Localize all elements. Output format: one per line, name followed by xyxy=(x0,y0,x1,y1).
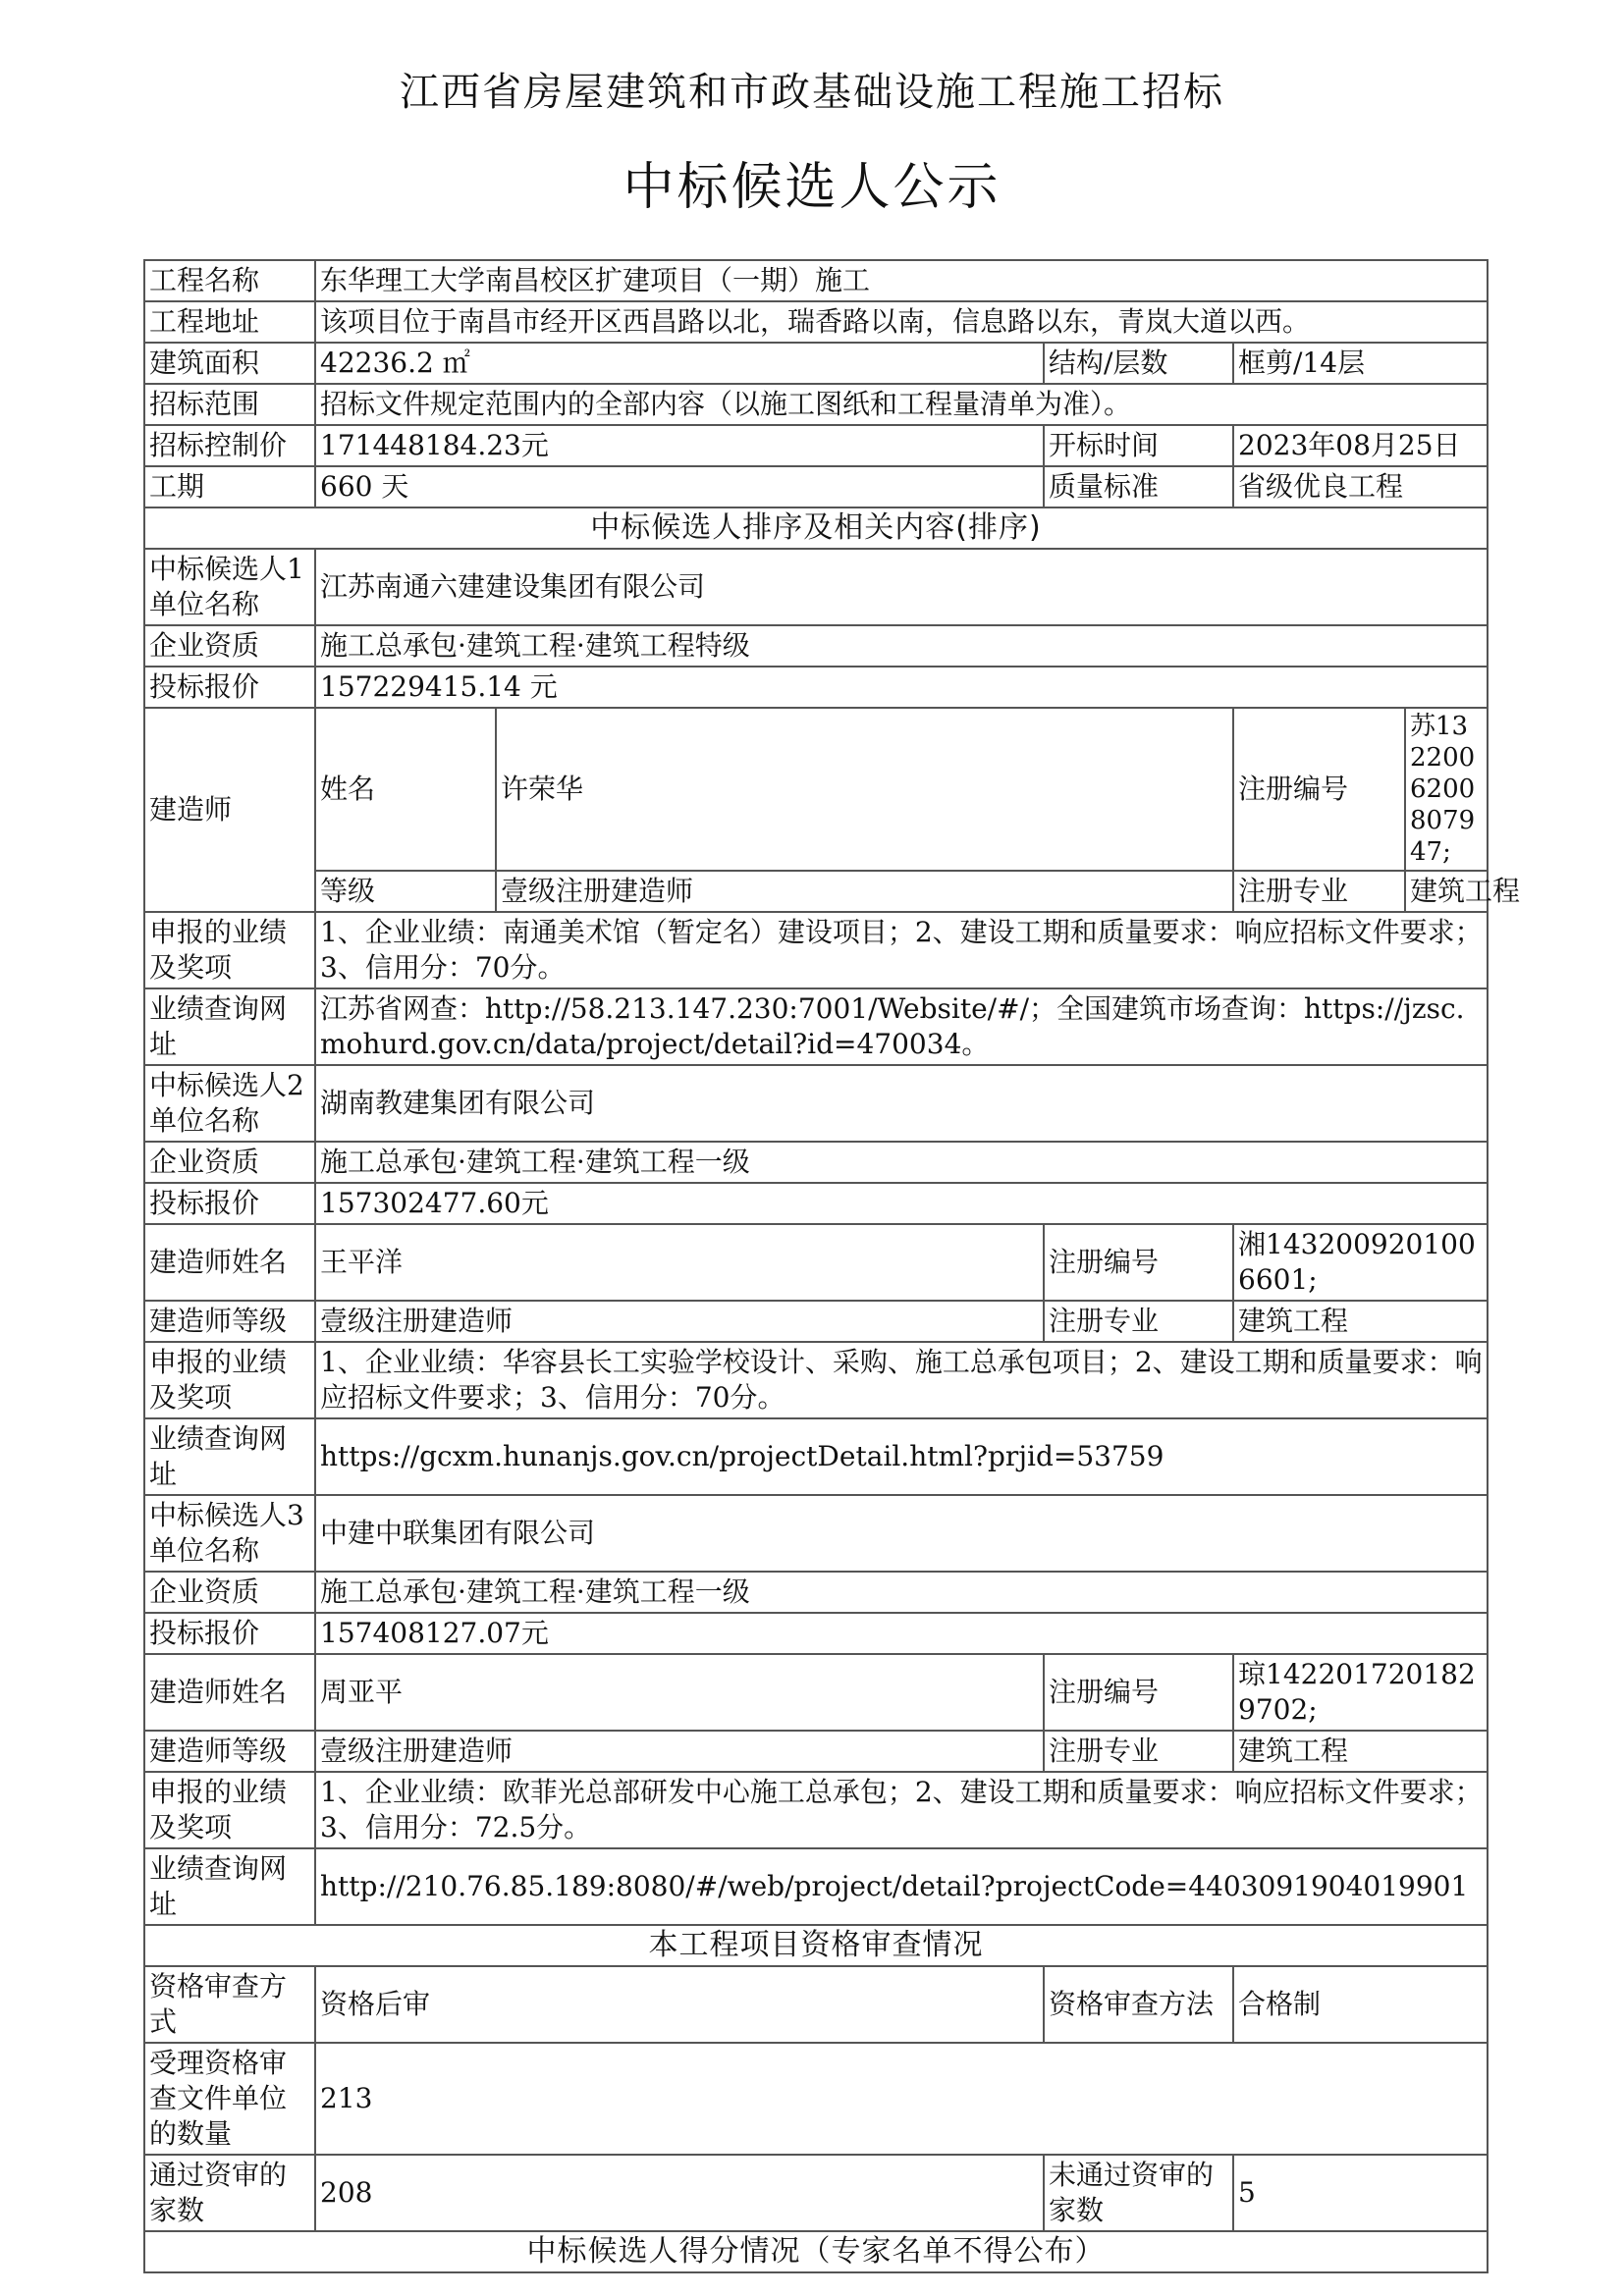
row-area xyxy=(144,343,1488,384)
row-c2-bid xyxy=(144,1183,1488,1224)
value-area: 42236.2 ㎡ xyxy=(315,343,1044,384)
value-c3-name: 周亚平 xyxy=(315,1654,1044,1731)
row-c3-unit xyxy=(144,1495,1488,1572)
label-c3-reg-no: 注册编号 xyxy=(1044,1654,1233,1731)
row-c1-unit xyxy=(144,549,1488,625)
label-c3-bid: 投标报价 xyxy=(144,1613,315,1654)
label-c1-query: 业绩查询网址 xyxy=(144,988,315,1065)
label-review-mode: 资格审查方式 xyxy=(144,1966,315,2043)
row-c2-unit xyxy=(144,1065,1488,1142)
value-c3-major: 建筑工程 xyxy=(1233,1731,1488,1772)
label-review-failed: 未通过资审的家数 xyxy=(1044,2155,1233,2231)
label-c1-major: 注册专业 xyxy=(1233,871,1405,912)
row-c2-query xyxy=(144,1418,1488,1495)
row-c2-builder-name xyxy=(144,1224,1488,1301)
label-c1-unit: 中标候选人1单位名称 xyxy=(144,549,315,625)
row-ranking-title xyxy=(144,507,1488,549)
label-c2-reg-no: 注册编号 xyxy=(1044,1224,1233,1301)
row-scope xyxy=(144,384,1488,425)
label-c1-qual: 企业资质 xyxy=(144,625,315,667)
value-c3-reg-no: 琼1422017201829702; xyxy=(1233,1654,1488,1731)
announcement-table xyxy=(143,259,1521,2273)
row-review-accepted xyxy=(144,2043,1488,2155)
value-c3-unit: 中建中联集团有限公司 xyxy=(315,1495,1488,1572)
label-c1-level: 等级 xyxy=(315,871,496,912)
value-review-accepted: 213 xyxy=(315,2043,1488,2155)
label-c1-builder: 建造师 xyxy=(144,708,315,912)
row-c1-query xyxy=(144,988,1488,1065)
value-review-failed: 5 xyxy=(1233,2155,1488,2231)
section-score-title: 中标候选人得分情况（专家名单不得公布） xyxy=(144,2231,1488,2272)
label-c3-unit: 中标候选人3单位名称 xyxy=(144,1495,315,1572)
value-c1-name: 许荣华 xyxy=(496,708,1233,871)
row-c3-perf xyxy=(144,1772,1488,1848)
value-c2-reg-no: 湘1432009201006601; xyxy=(1233,1224,1488,1301)
label-c3-level: 建造师等级 xyxy=(144,1731,315,1772)
label-open-time: 开标时间 xyxy=(1044,425,1233,466)
label-project-name: 工程名称 xyxy=(144,260,315,301)
label-control-price: 招标控制价 xyxy=(144,425,315,466)
label-c2-bid: 投标报价 xyxy=(144,1183,315,1224)
value-review-passed: 208 xyxy=(315,2155,1044,2231)
value-c1-bid: 157229415.14 元 xyxy=(315,667,1488,708)
row-c3-bid xyxy=(144,1613,1488,1654)
label-c1-bid: 投标报价 xyxy=(144,667,315,708)
label-c3-query: 业绩查询网址 xyxy=(144,1848,315,1925)
row-score-title xyxy=(144,2231,1488,2272)
row-c1-bid xyxy=(144,667,1488,708)
value-c3-query: http://210.76.85.189:8080/#/web/project/detail?projectCode=4403091904019901 xyxy=(315,1848,1488,1925)
value-project-address: 该项目位于南昌市经开区西昌路以北，瑞香路以南，信息路以东，青岚大道以西。 xyxy=(315,301,1488,343)
value-c2-level: 壹级注册建造师 xyxy=(315,1301,1044,1342)
value-c3-perf: 1、企业业绩：欧菲光总部研发中心施工总承包；2、建设工期和质量要求：响应招标文件要求；3、信用分：72.5分。 xyxy=(315,1772,1488,1848)
label-c1-name: 姓名 xyxy=(315,708,496,871)
value-structure: 框剪/14层 xyxy=(1233,343,1488,384)
value-c2-perf: 1、企业业绩：华容县长工实验学校设计、采购、施工总承包项目；2、建设工期和质量要求：响应招标文件要求；3、信用分：70分。 xyxy=(315,1342,1488,1418)
value-c3-qual: 施工总承包·建筑工程·建筑工程一级 xyxy=(315,1572,1488,1613)
value-project-name: 东华理工大学南昌校区扩建项目（一期）施工 xyxy=(315,260,1488,301)
row-c3-qual xyxy=(144,1572,1488,1613)
row-c3-builder-name xyxy=(144,1654,1488,1731)
value-c1-qual: 施工总承包·建筑工程·建筑工程特级 xyxy=(315,625,1488,667)
row-project-name xyxy=(144,260,1488,301)
label-c3-qual: 企业资质 xyxy=(144,1572,315,1613)
value-c1-perf: 1、企业业绩：南通美术馆（暂定名）建设项目；2、建设工期和质量要求：响应招标文件要求；3、信用分：70分。 xyxy=(315,912,1488,988)
value-c1-level: 壹级注册建造师 xyxy=(496,871,1233,912)
value-c2-major: 建筑工程 xyxy=(1233,1301,1488,1342)
section-ranking-title: 中标候选人排序及相关内容(排序) xyxy=(144,507,1488,549)
label-c1-perf: 申报的业绩及奖项 xyxy=(144,912,315,988)
row-c1-qual xyxy=(144,625,1488,667)
label-review-accepted: 受理资格审查文件单位的数量 xyxy=(144,2043,315,2155)
document-title: 江西省房屋建筑和市政基础设施工程施工招标 xyxy=(400,70,1224,115)
value-scope: 招标文件规定范围内的全部内容（以施工图纸和工程量清单为准）。 xyxy=(315,384,1488,425)
value-c3-level: 壹级注册建造师 xyxy=(315,1731,1044,1772)
row-c3-query xyxy=(144,1848,1488,1925)
row-c1-builder-level xyxy=(144,871,1488,912)
row-c3-builder-level xyxy=(144,1731,1488,1772)
value-c2-unit: 湖南教建集团有限公司 xyxy=(315,1065,1488,1142)
label-c2-name: 建造师姓名 xyxy=(144,1224,315,1301)
label-c2-qual: 企业资质 xyxy=(144,1142,315,1183)
label-c3-name: 建造师姓名 xyxy=(144,1654,315,1731)
row-review-passed xyxy=(144,2155,1488,2231)
label-c3-perf: 申报的业绩及奖项 xyxy=(144,1772,315,1848)
section-review-title: 本工程项目资格审查情况 xyxy=(144,1925,1488,1966)
value-c1-reg-no: 苏1322006200807947; xyxy=(1405,708,1488,871)
row-review-title xyxy=(144,1925,1488,1966)
label-area: 建筑面积 xyxy=(144,343,315,384)
label-c2-query: 业绩查询网址 xyxy=(144,1418,315,1495)
value-quality: 省级优良工程 xyxy=(1233,466,1488,507)
label-c2-perf: 申报的业绩及奖项 xyxy=(144,1342,315,1418)
label-c1-reg-no: 注册编号 xyxy=(1233,708,1405,871)
row-project-address xyxy=(144,301,1488,343)
row-control-price xyxy=(144,425,1488,466)
label-review-passed: 通过资审的家数 xyxy=(144,2155,315,2231)
value-c2-name: 王平洋 xyxy=(315,1224,1044,1301)
label-structure: 结构/层数 xyxy=(1044,343,1233,384)
value-review-mode: 资格后审 xyxy=(315,1966,1044,2043)
row-c2-perf xyxy=(144,1342,1488,1418)
label-c3-major: 注册专业 xyxy=(1044,1731,1233,1772)
label-scope: 招标范围 xyxy=(144,384,315,425)
row-c2-builder-level xyxy=(144,1301,1488,1342)
value-c2-bid: 157302477.60元 xyxy=(315,1183,1488,1224)
row-c2-qual xyxy=(144,1142,1488,1183)
document-subtitle: 中标候选人公示 xyxy=(623,158,1001,217)
row-c1-perf xyxy=(144,912,1488,988)
value-c2-query: https://gcxm.hunanjs.gov.cn/projectDetail.html?prjid=53759 xyxy=(315,1418,1488,1495)
row-duration xyxy=(144,466,1488,507)
value-c2-qual: 施工总承包·建筑工程·建筑工程一级 xyxy=(315,1142,1488,1183)
label-project-address: 工程地址 xyxy=(144,301,315,343)
value-c3-bid: 157408127.07元 xyxy=(315,1613,1488,1654)
row-c1-builder-name xyxy=(144,708,1488,871)
value-c1-unit: 江苏南通六建建设集团有限公司 xyxy=(315,549,1488,625)
row-review-mode xyxy=(144,1966,1488,2043)
label-duration: 工期 xyxy=(144,466,315,507)
value-control-price: 171448184.23元 xyxy=(315,425,1044,466)
value-open-time: 2023年08月25日 xyxy=(1233,425,1488,466)
label-c2-unit: 中标候选人2单位名称 xyxy=(144,1065,315,1142)
value-review-method: 合格制 xyxy=(1233,1966,1488,2043)
label-c2-major: 注册专业 xyxy=(1044,1301,1233,1342)
value-c1-major: 建筑工程 xyxy=(1405,871,1488,912)
label-quality: 质量标准 xyxy=(1044,466,1233,507)
label-c2-level: 建造师等级 xyxy=(144,1301,315,1342)
value-duration: 660 天 xyxy=(315,466,1044,507)
label-review-method: 资格审查方法 xyxy=(1044,1966,1233,2043)
value-c1-query: 江苏省网查：http://58.213.147.230:7001/Website/#/；全国建筑市场查询：https://jzsc.mohurd.gov.cn/data/project/detail?id=470034。 xyxy=(315,988,1488,1065)
